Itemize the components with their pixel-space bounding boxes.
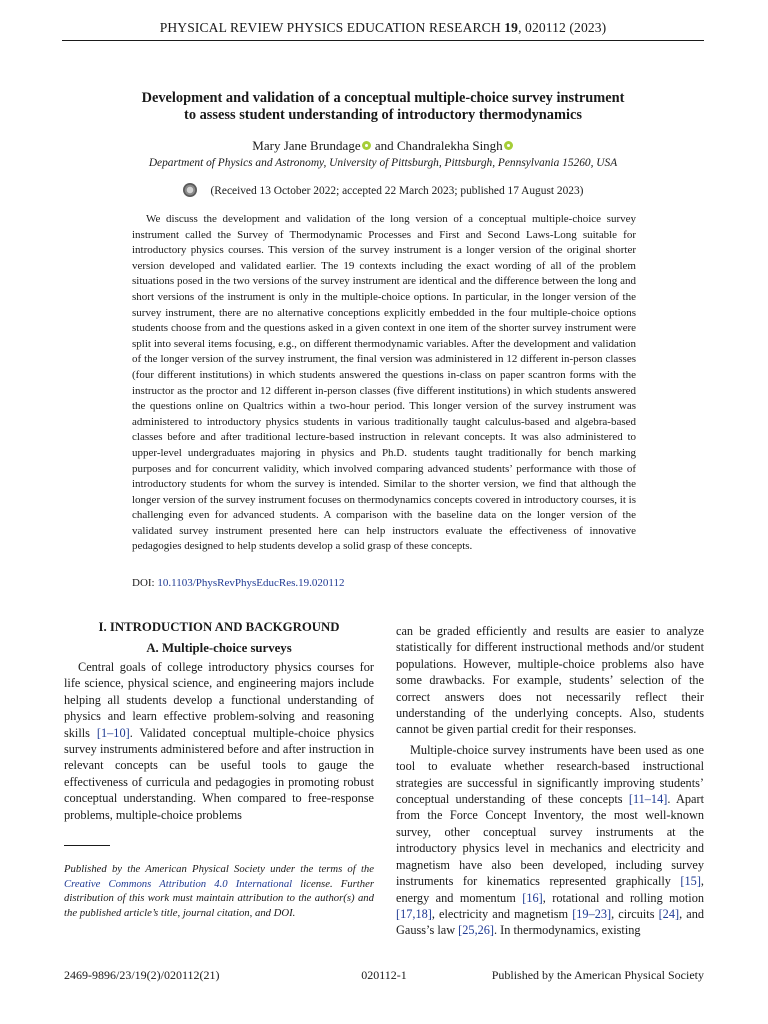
right-column bbox=[396, 623, 704, 939]
text-segment: , circuits bbox=[611, 906, 659, 921]
received-dates: (Received 13 October 2022; accepted 22 March 2023; published 17 August 2023) bbox=[210, 185, 584, 197]
text-segment: Central goals of college introductory physics courses for life science, physical science, and engineering majors include helping all students develop a functional understanding of physics and learn effective problem-solving and reasoning skills bbox=[64, 660, 374, 740]
page-number: 020112-1 bbox=[361, 968, 407, 982]
continued-paragraph: can be graded efficiently and results are easier to analyze statistically for different instructional methods and/or student populations. However, multiple-choice problems also have some drawbacks. For example, students’ selection of the correct answers does not necessarily reflect their understanding of the underlying concepts. Also, students cannot be given partial credit for their responses. bbox=[396, 624, 704, 737]
citation-link[interactable]: [19–23] bbox=[572, 906, 612, 921]
affiliation: Department of Physics and Astronomy, University of Pittsburgh, Pittsburgh, Pennsylvania 15260, USA bbox=[148, 157, 618, 169]
citation-link[interactable]: [24] bbox=[658, 906, 680, 921]
footer-publisher: Published by the American Physical Society bbox=[491, 968, 704, 982]
author-2[interactable]: Chandralekha Singh bbox=[396, 138, 503, 153]
text-segment: , and Gauss’s law bbox=[396, 906, 704, 938]
crossmark-icon[interactable] bbox=[183, 183, 197, 197]
doi-link[interactable]: 10.1103/PhysRevPhysEducRes.19.020112 bbox=[157, 577, 345, 589]
author-connector: and bbox=[371, 138, 397, 153]
title-line-1: Development and validation of a conceptual multiple-choice survey instrument bbox=[141, 90, 625, 106]
intro-paragraph bbox=[64, 659, 374, 823]
footnote-text: Published by the American Physical Society under the terms of the bbox=[64, 863, 374, 875]
footnote-divider bbox=[64, 845, 110, 846]
journal-volume: 19 bbox=[504, 20, 519, 35]
author-list bbox=[62, 138, 704, 154]
abstract: We discuss the development and validation of the long version of a conceptual multiple-choice survey instrument called the Survey of Thermodynamic Processes and First and Second Laws-Long suitable for introductory physics courses. This version of the survey instrument is a longer version of the original shorter version developed and validated earlier. The 19 contexts including the exact wording of all of the problem situations posed in the two versions of the survey instrument are identical and the difference between the long and short versions of the instrument is only in the multiple-choice options. In particular, in the longer version of the survey instrument, there are no alternative conceptions explicitly embedded in the four multiple-choice options students choose from and the questions asked in a given context in one item of the shorter survey instrument were split into several items focusing, e.g., on different thermodynamic variables. After the development and validation of the longer version of the survey instrument, the final version was administered in 12 different in-person classes (four different institutions) in which students answered the questions in-class on paper scantron forms with the instructor as the proctor and 12 different in-person classes (five different institutions) in which students answered the questions online on Qualtrics within a two-hour period. This longer version of the survey instrument was administered to introductory physics students in various traditionally taught calculus-based and algebra-based classes before and after traditional lecture-based instruction in relevant concepts. It was also administered to upper-level undergraduates majoring in physics and Ph.D. students taught traditionally for bench marking purposes and for concurrent validity, which involved comparing advanced students’ performance with those of introductory students for whom the survey is intended. Similar to the shorter version, we find that although the longer version of the survey instrument focuses on thermodynamics concepts covered in introductory courses, it is challenging even for advanced students. A comparison with the baseline data on the longer version of the validated survey instrument presented here can help instructors evaluate the effectiveness of innovative pedagogies designed to help students develop a solid grasp of these concepts. bbox=[132, 213, 636, 553]
citation-link[interactable]: [16] bbox=[522, 890, 543, 905]
citation-link[interactable]: [11–14] bbox=[628, 792, 668, 807]
orcid-icon[interactable] bbox=[362, 141, 371, 150]
text-segment: , energy and momentum bbox=[396, 874, 704, 905]
journal-header bbox=[62, 20, 704, 36]
license-footnote bbox=[64, 862, 374, 920]
text-segment: , rotational and rolling motion bbox=[542, 890, 704, 905]
citation-link[interactable]: [25,26] bbox=[458, 923, 495, 938]
text-segment: . Validated conceptual multiple-choice physics survey instruments administered before and after instruction in relevant concepts can be useful tools to gauge the effectiveness of curricula and pedagogies in promoting robust conceptual understanding. When compared to free-response problems, multiple-choice problems bbox=[64, 725, 375, 822]
survey-paragraph bbox=[396, 742, 704, 939]
text-segment: . In thermodynamics, existing bbox=[494, 923, 641, 938]
citation-link[interactable]: [15] bbox=[680, 874, 701, 889]
header-divider bbox=[62, 40, 704, 41]
doi-label: DOI: bbox=[132, 577, 158, 589]
article-title bbox=[62, 90, 704, 124]
section-heading: I. INTRODUCTION AND BACKGROUND bbox=[98, 620, 340, 634]
publication-dates bbox=[62, 183, 704, 197]
subsection-heading: A. Multiple-choice surveys bbox=[146, 641, 292, 655]
orcid-icon[interactable] bbox=[504, 141, 513, 150]
citation-link[interactable]: [1–10] bbox=[96, 725, 130, 740]
title-line-2: to assess student understanding of introductory thermodynamics bbox=[184, 107, 582, 123]
footer-issn: 2469-9896/23/19(2)/020112(21) bbox=[64, 968, 220, 982]
author-1[interactable]: Mary Jane Brundage bbox=[252, 138, 361, 153]
license-link[interactable]: Creative Commons Attribution 4.0 International bbox=[64, 877, 293, 890]
citation-link[interactable]: [17,18] bbox=[396, 906, 432, 921]
text-segment: , electricity and magnetism bbox=[431, 906, 573, 921]
article-number: , 020112 (2023) bbox=[518, 20, 607, 35]
text-segment: . Apart from the Force Concept Inventory, the most well-known survey, other conceptual survey instruments at the introductory physics level in mechanics and electricity and magnetism have also been developed, including survey instruments for kinematics represented graphically bbox=[396, 792, 704, 889]
left-column bbox=[64, 620, 374, 823]
doi-line bbox=[132, 577, 344, 589]
journal-name: PHYSICAL REVIEW PHYSICS EDUCATION RESEARCH bbox=[159, 20, 505, 35]
text-segment: Multiple-choice survey instruments have been used as one tool to evaluate whether research-based instructional strategies are successful in significantly improving students’ conceptual understanding of these concepts bbox=[396, 742, 704, 807]
footnote-text: license. Further distribution of this work must maintain attribution to the author(s) and the published article’s title, journal citation, and DOI. bbox=[64, 877, 375, 919]
